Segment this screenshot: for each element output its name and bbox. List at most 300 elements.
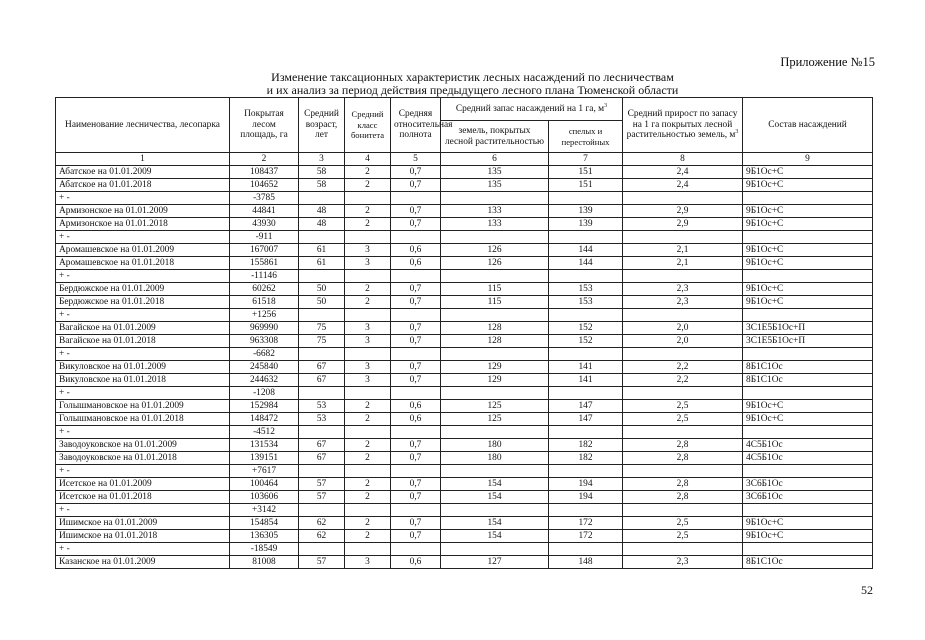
table-row: [56, 530, 873, 543]
cell-composition: 9Б1Ос+С: [743, 166, 873, 179]
cell-composition: 9Б1Ос+С: [743, 205, 873, 218]
cell-age: 48: [299, 218, 345, 231]
cell-area: -911: [230, 231, 299, 244]
cell-age: 67: [299, 361, 345, 374]
cell-increment: 2,4: [623, 166, 743, 179]
cell-stock: 115: [441, 283, 549, 296]
table-row: [56, 244, 873, 257]
cell-age: 62: [299, 517, 345, 530]
cell-class: [345, 465, 391, 478]
cell-forestry-name: Армизонское на 01.01.2018: [56, 218, 230, 231]
cell-class: [345, 309, 391, 322]
cell-increment: [623, 387, 743, 400]
cell-forestry-name: Вагайское на 01.01.2018: [56, 335, 230, 348]
table-row: [56, 192, 873, 205]
cell-density: 0,7: [391, 205, 441, 218]
cell-area: 139151: [230, 452, 299, 465]
cell-increment: [623, 270, 743, 283]
cell-area: 44841: [230, 205, 299, 218]
cell-stock-mature: [549, 192, 623, 205]
table-row: [56, 517, 873, 530]
cell-density: [391, 270, 441, 283]
cell-age: 75: [299, 335, 345, 348]
table-row: [56, 231, 873, 244]
cell-stock: [441, 231, 549, 244]
column-number: 7: [549, 153, 623, 166]
cell-stock-mature: 152: [549, 335, 623, 348]
table-row: [56, 374, 873, 387]
cell-class: 2: [345, 413, 391, 426]
table-row: [56, 361, 873, 374]
table-row: [56, 322, 873, 335]
cell-increment: 2,8: [623, 452, 743, 465]
cell-composition: [743, 543, 873, 556]
cell-composition: 9Б1Ос+С: [743, 296, 873, 309]
cell-density: 0,7: [391, 491, 441, 504]
table-row: [56, 426, 873, 439]
cell-increment: 2,2: [623, 361, 743, 374]
cell-density: 0,6: [391, 400, 441, 413]
cell-stock: 135: [441, 166, 549, 179]
cell-age: [299, 231, 345, 244]
cell-class: 2: [345, 517, 391, 530]
table-row: [56, 270, 873, 283]
cell-density: 0,7: [391, 166, 441, 179]
cell-stock: [441, 270, 549, 283]
cell-class: 3: [345, 322, 391, 335]
cell-stock: 128: [441, 322, 549, 335]
header-class: Средний класс бонитета: [345, 98, 391, 153]
cell-increment: 2,8: [623, 491, 743, 504]
table-body: [56, 153, 873, 569]
column-number: 8: [623, 153, 743, 166]
cell-density: [391, 387, 441, 400]
cell-forestry-name: + -: [56, 504, 230, 517]
cell-density: [391, 309, 441, 322]
cell-forestry-name: + -: [56, 426, 230, 439]
cell-area: 100464: [230, 478, 299, 491]
cell-area: 136305: [230, 530, 299, 543]
cell-density: 0,7: [391, 439, 441, 452]
cell-stock-mature: 147: [549, 413, 623, 426]
cell-class: 3: [345, 257, 391, 270]
cell-age: 57: [299, 491, 345, 504]
cell-area: -11146: [230, 270, 299, 283]
cell-class: [345, 348, 391, 361]
cell-stock-mature: 141: [549, 361, 623, 374]
table-row: [56, 478, 873, 491]
cell-age: 61: [299, 244, 345, 257]
cell-stock: [441, 387, 549, 400]
cell-forestry-name: Казанское на 01.01.2009: [56, 556, 230, 569]
document-title-line-2: и их анализ за период действия предыдущего лесного плана Тюменской области: [266, 83, 679, 97]
cell-increment: 2,8: [623, 439, 743, 452]
cell-density: 0,6: [391, 556, 441, 569]
header-increment: [623, 98, 743, 153]
table-row: [56, 439, 873, 452]
table-row: [56, 179, 873, 192]
header-stock-sup: 3: [604, 102, 608, 109]
cell-area: -4512: [230, 426, 299, 439]
cell-composition: 3С1Е5Б1Ос+П: [743, 322, 873, 335]
table-row: [56, 543, 873, 556]
cell-increment: 2,5: [623, 530, 743, 543]
column-number: 1: [56, 153, 230, 166]
cell-stock: [441, 426, 549, 439]
cell-composition: 8Б1С1Ос: [743, 361, 873, 374]
cell-forestry-name: + -: [56, 387, 230, 400]
cell-forestry-name: + -: [56, 348, 230, 361]
page-number: 52: [861, 583, 873, 597]
cell-class: 3: [345, 361, 391, 374]
cell-stock-mature: 182: [549, 439, 623, 452]
cell-density: 0,7: [391, 517, 441, 530]
cell-area: 104652: [230, 179, 299, 192]
cell-composition: 9Б1Ос+С: [743, 400, 873, 413]
cell-stock-mature: 172: [549, 517, 623, 530]
cell-stock-mature: 152: [549, 322, 623, 335]
cell-forestry-name: Армизонское на 01.01.2009: [56, 205, 230, 218]
cell-composition: 9Б1Ос+С: [743, 257, 873, 270]
cell-area: 245840: [230, 361, 299, 374]
cell-stock: 154: [441, 517, 549, 530]
cell-forestry-name: Заводоуковское на 01.01.2018: [56, 452, 230, 465]
cell-class: [345, 270, 391, 283]
cell-class: 2: [345, 296, 391, 309]
cell-composition: [743, 387, 873, 400]
table-row: [56, 335, 873, 348]
cell-forestry-name: Викуловское на 01.01.2009: [56, 361, 230, 374]
cell-density: 0,7: [391, 335, 441, 348]
cell-age: 58: [299, 179, 345, 192]
cell-stock-mature: 139: [549, 218, 623, 231]
cell-stock: 154: [441, 530, 549, 543]
cell-increment: 2,3: [623, 283, 743, 296]
cell-increment: [623, 309, 743, 322]
cell-forestry-name: Бердюжское на 01.01.2009: [56, 283, 230, 296]
cell-density: 0,7: [391, 283, 441, 296]
cell-class: 3: [345, 244, 391, 257]
cell-age: [299, 504, 345, 517]
cell-class: 3: [345, 374, 391, 387]
cell-forestry-name: Голышмановское на 01.01.2018: [56, 413, 230, 426]
cell-stock: 154: [441, 491, 549, 504]
cell-age: 50: [299, 283, 345, 296]
cell-class: 3: [345, 556, 391, 569]
cell-area: 969990: [230, 322, 299, 335]
cell-class: [345, 231, 391, 244]
cell-class: 2: [345, 205, 391, 218]
cell-increment: [623, 348, 743, 361]
cell-increment: 2,4: [623, 179, 743, 192]
table-row: [56, 348, 873, 361]
cell-density: 0,6: [391, 257, 441, 270]
cell-area: 154854: [230, 517, 299, 530]
cell-composition: 9Б1Ос+С: [743, 517, 873, 530]
cell-stock-mature: [549, 504, 623, 517]
cell-stock-mature: 151: [549, 179, 623, 192]
cell-density: [391, 426, 441, 439]
cell-area: 43930: [230, 218, 299, 231]
cell-stock: 129: [441, 374, 549, 387]
cell-density: [391, 465, 441, 478]
header-stock-mature: спелых и перестойных: [549, 121, 623, 153]
table-row: [56, 465, 873, 478]
cell-stock: 115: [441, 296, 549, 309]
cell-increment: 2,9: [623, 218, 743, 231]
cell-class: [345, 426, 391, 439]
cell-increment: 2,5: [623, 517, 743, 530]
cell-stock-mature: 153: [549, 283, 623, 296]
header-stock-group: [441, 98, 623, 121]
cell-stock-mature: 151: [549, 166, 623, 179]
cell-class: [345, 543, 391, 556]
cell-area: 61518: [230, 296, 299, 309]
cell-stock-mature: 194: [549, 491, 623, 504]
cell-age: 75: [299, 322, 345, 335]
cell-age: 53: [299, 400, 345, 413]
cell-stock: 125: [441, 400, 549, 413]
cell-forestry-name: + -: [56, 543, 230, 556]
cell-age: 50: [299, 296, 345, 309]
header-name: Наименование лесничества, лесопарка: [56, 98, 230, 153]
cell-area: 167007: [230, 244, 299, 257]
cell-area: 963308: [230, 335, 299, 348]
cell-stock-mature: [549, 543, 623, 556]
cell-composition: 9Б1Ос+С: [743, 413, 873, 426]
cell-composition: [743, 465, 873, 478]
column-number: 2: [230, 153, 299, 166]
column-number: 3: [299, 153, 345, 166]
cell-area: 108437: [230, 166, 299, 179]
cell-class: [345, 192, 391, 205]
table-row: [56, 166, 873, 179]
cell-stock: 125: [441, 413, 549, 426]
cell-composition: 8Б1С1Ос: [743, 556, 873, 569]
cell-class: 2: [345, 166, 391, 179]
cell-age: [299, 270, 345, 283]
cell-increment: [623, 231, 743, 244]
cell-forestry-name: Исетское на 01.01.2018: [56, 491, 230, 504]
cell-forestry-name: + -: [56, 231, 230, 244]
cell-area: 148472: [230, 413, 299, 426]
cell-age: [299, 543, 345, 556]
cell-density: 0,7: [391, 218, 441, 231]
cell-area: -18549: [230, 543, 299, 556]
header-stock-forested: земель, покрытых лесной растительностью: [441, 121, 549, 153]
cell-stock: [441, 309, 549, 322]
column-number: 4: [345, 153, 391, 166]
cell-forestry-name: Заводоуковское на 01.01.2009: [56, 439, 230, 452]
cell-stock: 133: [441, 218, 549, 231]
cell-class: 2: [345, 478, 391, 491]
header-stock-group-text: Средний запас насаждений на 1 га, м: [455, 103, 605, 114]
cell-composition: [743, 348, 873, 361]
cell-area: -3785: [230, 192, 299, 205]
cell-stock-mature: 144: [549, 244, 623, 257]
cell-stock: 154: [441, 478, 549, 491]
table-row: [56, 400, 873, 413]
cell-age: 48: [299, 205, 345, 218]
cell-age: 67: [299, 439, 345, 452]
cell-stock-mature: 141: [549, 374, 623, 387]
cell-age: [299, 465, 345, 478]
column-number: 9: [743, 153, 873, 166]
cell-class: 2: [345, 491, 391, 504]
cell-age: 62: [299, 530, 345, 543]
cell-area: 155861: [230, 257, 299, 270]
cell-composition: 3С6Б1Ос: [743, 478, 873, 491]
table-row: [56, 205, 873, 218]
appendix-label: Приложение №15: [780, 55, 875, 69]
cell-forestry-name: Абатское на 01.01.2009: [56, 166, 230, 179]
cell-stock-mature: 182: [549, 452, 623, 465]
cell-density: 0,7: [391, 530, 441, 543]
cell-composition: 9Б1Ос+С: [743, 530, 873, 543]
cell-area: 131534: [230, 439, 299, 452]
cell-increment: 2,5: [623, 413, 743, 426]
cell-stock-mature: 148: [549, 556, 623, 569]
cell-forestry-name: Абатское на 01.01.2018: [56, 179, 230, 192]
cell-forestry-name: Аромашевское на 01.01.2018: [56, 257, 230, 270]
cell-increment: 2,8: [623, 478, 743, 491]
cell-increment: 2,5: [623, 400, 743, 413]
cell-age: [299, 309, 345, 322]
cell-composition: 4С5Б1Ос: [743, 452, 873, 465]
cell-density: [391, 192, 441, 205]
cell-forestry-name: Исетское на 01.01.2009: [56, 478, 230, 491]
cell-stock-mature: 172: [549, 530, 623, 543]
cell-increment: [623, 504, 743, 517]
cell-forestry-name: + -: [56, 465, 230, 478]
cell-density: [391, 504, 441, 517]
cell-forestry-name: Ишимское на 01.01.2018: [56, 530, 230, 543]
cell-composition: [743, 270, 873, 283]
cell-composition: [743, 192, 873, 205]
cell-density: 0,7: [391, 374, 441, 387]
cell-age: 53: [299, 413, 345, 426]
header-composition: Состав насаждений: [743, 98, 873, 153]
cell-age: [299, 192, 345, 205]
cell-forestry-name: Викуловское на 01.01.2018: [56, 374, 230, 387]
cell-forestry-name: + -: [56, 309, 230, 322]
column-number: 6: [441, 153, 549, 166]
table-row: [56, 296, 873, 309]
cell-stock: 133: [441, 205, 549, 218]
cell-density: 0,6: [391, 413, 441, 426]
cell-density: [391, 543, 441, 556]
table-row: [56, 556, 873, 569]
cell-class: 2: [345, 400, 391, 413]
cell-composition: 9Б1Ос+С: [743, 283, 873, 296]
cell-density: 0,7: [391, 179, 441, 192]
cell-forestry-name: Бердюжское на 01.01.2018: [56, 296, 230, 309]
cell-composition: [743, 504, 873, 517]
cell-class: [345, 504, 391, 517]
table-row: [56, 491, 873, 504]
cell-stock-mature: [549, 348, 623, 361]
cell-area: 60262: [230, 283, 299, 296]
cell-age: 58: [299, 166, 345, 179]
cell-area: 152984: [230, 400, 299, 413]
cell-increment: [623, 192, 743, 205]
cell-age: 57: [299, 556, 345, 569]
cell-stock: 129: [441, 361, 549, 374]
cell-increment: [623, 543, 743, 556]
cell-forestry-name: Голышмановское на 01.01.2009: [56, 400, 230, 413]
cell-stock-mature: 194: [549, 478, 623, 491]
cell-stock-mature: [549, 270, 623, 283]
cell-composition: 8Б1С1Ос: [743, 374, 873, 387]
cell-composition: 9Б1Ос+С: [743, 218, 873, 231]
cell-stock-mature: 153: [549, 296, 623, 309]
cell-stock-mature: [549, 309, 623, 322]
cell-age: 67: [299, 374, 345, 387]
cell-increment: [623, 426, 743, 439]
table-row: [56, 309, 873, 322]
table-row: [56, 387, 873, 400]
cell-density: 0,7: [391, 452, 441, 465]
cell-increment: 2,0: [623, 335, 743, 348]
cell-composition: [743, 426, 873, 439]
cell-increment: 2,2: [623, 374, 743, 387]
cell-age: 67: [299, 452, 345, 465]
cell-forestry-name: + -: [56, 192, 230, 205]
cell-increment: 2,3: [623, 296, 743, 309]
cell-composition: 3С1Е5Б1Ос+П: [743, 335, 873, 348]
cell-stock-mature: 147: [549, 400, 623, 413]
cell-density: 0,7: [391, 361, 441, 374]
header-increment-text: Средний прирост по запасу на 1 га покрытых лесной растительностью земель, м: [626, 109, 738, 141]
cell-area: 244632: [230, 374, 299, 387]
cell-stock-mature: [549, 387, 623, 400]
column-number-row: [56, 153, 873, 166]
table-row: [56, 257, 873, 270]
cell-increment: 2,0: [623, 322, 743, 335]
cell-area: +3142: [230, 504, 299, 517]
cell-stock: [441, 465, 549, 478]
cell-area: 103606: [230, 491, 299, 504]
cell-stock-mature: 139: [549, 205, 623, 218]
cell-stock: 180: [441, 439, 549, 452]
cell-age: [299, 387, 345, 400]
cell-stock: 135: [441, 179, 549, 192]
cell-increment: 2,3: [623, 556, 743, 569]
cell-class: [345, 387, 391, 400]
cell-forestry-name: Аромашевское на 01.01.2009: [56, 244, 230, 257]
cell-composition: 3С6Б1Ос: [743, 491, 873, 504]
cell-density: 0,6: [391, 244, 441, 257]
cell-density: [391, 231, 441, 244]
cell-stock-mature: 144: [549, 257, 623, 270]
header-age: Средний возраст, лет: [299, 98, 345, 153]
cell-density: 0,7: [391, 296, 441, 309]
table-row: [56, 283, 873, 296]
cell-increment: 2,1: [623, 257, 743, 270]
cell-stock: [441, 543, 549, 556]
cell-stock-mature: [549, 465, 623, 478]
cell-stock-mature: [549, 426, 623, 439]
cell-class: 3: [345, 335, 391, 348]
cell-class: 2: [345, 530, 391, 543]
cell-area: -1208: [230, 387, 299, 400]
cell-forestry-name: Ишимское на 01.01.2009: [56, 517, 230, 530]
cell-stock: 180: [441, 452, 549, 465]
table-row: [56, 218, 873, 231]
cell-increment: 2,9: [623, 205, 743, 218]
document-title-line-1: Изменение таксационных характеристик лесных насаждений по лесничествам: [271, 70, 674, 84]
header-increment-sup: 3: [735, 129, 739, 136]
